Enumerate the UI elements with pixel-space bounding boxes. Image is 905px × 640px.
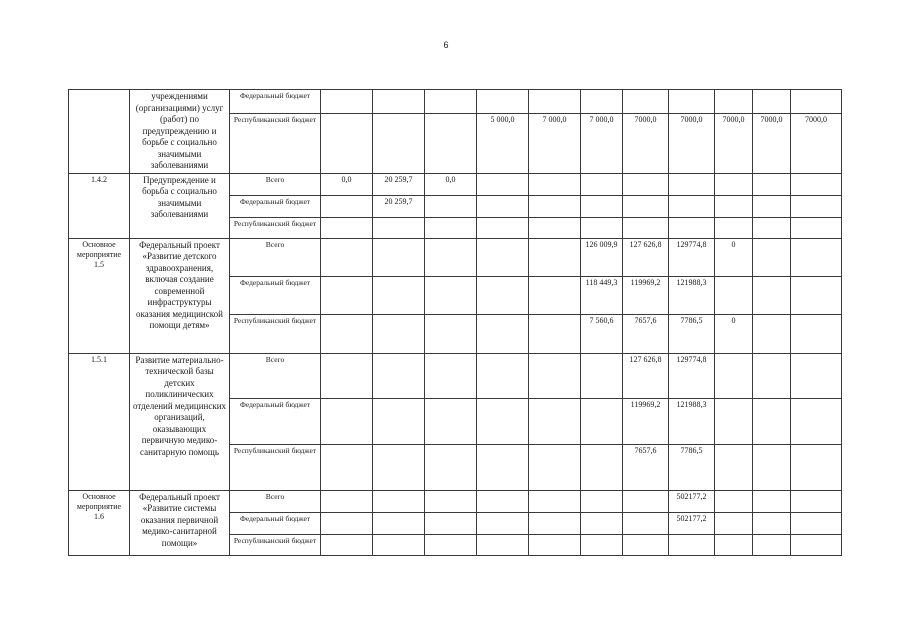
- value-cell: 121988,3: [669, 276, 715, 314]
- value-cell: [715, 90, 753, 114]
- value-cell: [321, 114, 373, 174]
- value-cell: [321, 90, 373, 114]
- value-cell: [321, 490, 373, 512]
- value-cell: 126 009,9: [581, 238, 623, 276]
- value-cell: 129774,8: [669, 353, 715, 399]
- value-cell: [425, 238, 477, 276]
- value-cell: [321, 276, 373, 314]
- value-cell: [529, 399, 581, 445]
- value-cell: [791, 276, 842, 314]
- value-cell: [715, 173, 753, 195]
- value-cell: [425, 315, 477, 353]
- value-cell: [373, 534, 425, 555]
- value-cell: [373, 114, 425, 174]
- value-cell: [529, 315, 581, 353]
- value-cell: [477, 217, 529, 238]
- value-cell: [321, 534, 373, 555]
- value-cell: [753, 276, 791, 314]
- funding-source-cell: Республиканский бюджет: [230, 217, 321, 238]
- budget-table: [68, 89, 842, 556]
- value-cell: [715, 444, 753, 490]
- value-cell: [581, 217, 623, 238]
- funding-source-cell: Федеральный бюджет: [230, 399, 321, 445]
- value-cell: [753, 90, 791, 114]
- value-cell: [477, 353, 529, 399]
- value-cell: 7000,0: [669, 114, 715, 174]
- value-cell: [753, 173, 791, 195]
- funding-source-cell: Федеральный бюджет: [230, 90, 321, 114]
- value-cell: 7 000,0: [581, 114, 623, 174]
- table-row: [69, 353, 842, 399]
- value-cell: 0,0: [425, 173, 477, 195]
- value-cell: [425, 114, 477, 174]
- value-cell: [477, 276, 529, 314]
- value-cell: [581, 534, 623, 555]
- value-cell: [425, 195, 477, 217]
- value-cell: 118 449,3: [581, 276, 623, 314]
- funding-source-cell: Всего: [230, 353, 321, 399]
- value-cell: [373, 444, 425, 490]
- value-cell: [715, 353, 753, 399]
- funding-source-cell: Федеральный бюджет: [230, 512, 321, 534]
- value-cell: [581, 444, 623, 490]
- value-cell: [321, 512, 373, 534]
- value-cell: 7657,6: [623, 444, 669, 490]
- value-cell: [425, 353, 477, 399]
- table-row: [69, 238, 842, 276]
- value-cell: [425, 444, 477, 490]
- value-cell: [321, 217, 373, 238]
- value-cell: [753, 512, 791, 534]
- value-cell: [321, 195, 373, 217]
- value-cell: 502177,2: [669, 490, 715, 512]
- value-cell: [581, 353, 623, 399]
- value-cell: [373, 238, 425, 276]
- value-cell: [791, 399, 842, 445]
- value-cell: 7000,0: [753, 114, 791, 174]
- value-cell: [791, 444, 842, 490]
- value-cell: 7000,0: [791, 114, 842, 174]
- value-cell: [425, 534, 477, 555]
- value-cell: [529, 217, 581, 238]
- funding-source-cell: Всего: [230, 238, 321, 276]
- value-cell: [529, 444, 581, 490]
- value-cell: 7786,5: [669, 444, 715, 490]
- value-cell: 502177,2: [669, 512, 715, 534]
- value-cell: [753, 217, 791, 238]
- value-cell: [623, 217, 669, 238]
- activity-name-cell: Федеральный проект «Развитие системы оказания первичной медико-санитарной помощи»: [130, 490, 230, 555]
- funding-source-cell: Республиканский бюджет: [230, 114, 321, 174]
- value-cell: 7786,5: [669, 315, 715, 353]
- value-cell: [529, 238, 581, 276]
- page-number: 6: [443, 40, 449, 50]
- value-cell: [715, 490, 753, 512]
- value-cell: 119969,2: [623, 276, 669, 314]
- value-cell: [753, 315, 791, 353]
- activity-name-cell: Федеральный проект «Развитие детского здравоохранения, включая создание современной инфраструктуры оказания медицинской помощи детям»: [130, 238, 230, 353]
- activity-name-cell: Развитие материально-технической базы детских поликлинических отделений медицинских организаций, оказывающих первичную медико-санитарную помощь: [130, 353, 230, 490]
- value-cell: [425, 399, 477, 445]
- value-cell: [373, 353, 425, 399]
- value-cell: [753, 238, 791, 276]
- value-cell: 0: [715, 315, 753, 353]
- value-cell: [581, 490, 623, 512]
- value-cell: 119969,2: [623, 399, 669, 445]
- activity-name-cell: Предупреждение и борьба с социально значимыми заболеваниями: [130, 173, 230, 238]
- value-cell: [791, 238, 842, 276]
- value-cell: [623, 90, 669, 114]
- funding-source-cell: Федеральный бюджет: [230, 195, 321, 217]
- value-cell: [669, 173, 715, 195]
- value-cell: 121988,3: [669, 399, 715, 445]
- value-cell: [529, 90, 581, 114]
- value-cell: [715, 195, 753, 217]
- value-cell: [791, 512, 842, 534]
- value-cell: [753, 195, 791, 217]
- value-cell: [753, 490, 791, 512]
- value-cell: 7 000,0: [529, 114, 581, 174]
- value-cell: 0,0: [321, 173, 373, 195]
- value-cell: 5 000,0: [477, 114, 529, 174]
- value-cell: [623, 534, 669, 555]
- value-cell: [753, 399, 791, 445]
- value-cell: [529, 173, 581, 195]
- value-cell: [321, 238, 373, 276]
- value-cell: 0: [715, 238, 753, 276]
- row-code-cell: Основное мероприятие 1.5: [69, 238, 130, 353]
- value-cell: [581, 90, 623, 114]
- value-cell: [715, 399, 753, 445]
- value-cell: 129774,8: [669, 238, 715, 276]
- value-cell: [669, 195, 715, 217]
- value-cell: [791, 217, 842, 238]
- row-code-cell: 1.4.2: [69, 173, 130, 238]
- value-cell: [753, 444, 791, 490]
- table-row: [69, 490, 842, 512]
- value-cell: [477, 173, 529, 195]
- value-cell: [715, 217, 753, 238]
- table-row: [69, 173, 842, 195]
- value-cell: [477, 90, 529, 114]
- funding-source-cell: Республиканский бюджет: [230, 534, 321, 555]
- value-cell: [529, 195, 581, 217]
- value-cell: 7000,0: [623, 114, 669, 174]
- value-cell: [529, 512, 581, 534]
- value-cell: [581, 399, 623, 445]
- value-cell: [477, 315, 529, 353]
- value-cell: [581, 195, 623, 217]
- value-cell: [581, 173, 623, 195]
- value-cell: [715, 512, 753, 534]
- value-cell: [477, 490, 529, 512]
- value-cell: [529, 534, 581, 555]
- value-cell: [791, 534, 842, 555]
- value-cell: [581, 512, 623, 534]
- value-cell: [791, 195, 842, 217]
- value-cell: [529, 276, 581, 314]
- value-cell: [477, 534, 529, 555]
- funding-source-cell: Всего: [230, 173, 321, 195]
- value-cell: 7000,0: [715, 114, 753, 174]
- row-code-cell: 1.5.1: [69, 353, 130, 490]
- value-cell: 20 259,7: [373, 173, 425, 195]
- value-cell: [715, 276, 753, 314]
- value-cell: [623, 173, 669, 195]
- value-cell: [669, 217, 715, 238]
- funding-source-cell: Республиканский бюджет: [230, 315, 321, 353]
- value-cell: [791, 315, 842, 353]
- value-cell: 127 626,8: [623, 238, 669, 276]
- funding-source-cell: Республиканский бюджет: [230, 444, 321, 490]
- value-cell: [321, 315, 373, 353]
- value-cell: [529, 490, 581, 512]
- value-cell: [373, 217, 425, 238]
- value-cell: [623, 490, 669, 512]
- value-cell: [373, 490, 425, 512]
- value-cell: [373, 512, 425, 534]
- value-cell: [791, 173, 842, 195]
- value-cell: [425, 90, 477, 114]
- value-cell: [321, 353, 373, 399]
- value-cell: 7 560,6: [581, 315, 623, 353]
- value-cell: [477, 238, 529, 276]
- value-cell: [425, 490, 477, 512]
- value-cell: [373, 315, 425, 353]
- value-cell: [477, 399, 529, 445]
- value-cell: [753, 353, 791, 399]
- value-cell: 127 626,8: [623, 353, 669, 399]
- value-cell: 20 259,7: [373, 195, 425, 217]
- value-cell: [373, 399, 425, 445]
- value-cell: [623, 195, 669, 217]
- value-cell: [373, 276, 425, 314]
- funding-source-cell: Федеральный бюджет: [230, 276, 321, 314]
- value-cell: [791, 90, 842, 114]
- value-cell: [477, 512, 529, 534]
- value-cell: 7657,6: [623, 315, 669, 353]
- value-cell: [715, 534, 753, 555]
- value-cell: [529, 353, 581, 399]
- value-cell: [791, 353, 842, 399]
- funding-source-cell: Всего: [230, 490, 321, 512]
- value-cell: [477, 444, 529, 490]
- value-cell: [477, 195, 529, 217]
- table-row: [69, 90, 842, 114]
- value-cell: [669, 90, 715, 114]
- value-cell: [425, 276, 477, 314]
- value-cell: [623, 512, 669, 534]
- row-code-cell: Основное мероприятие 1.6: [69, 490, 130, 555]
- value-cell: [321, 399, 373, 445]
- value-cell: [791, 490, 842, 512]
- value-cell: [373, 90, 425, 114]
- value-cell: [753, 534, 791, 555]
- value-cell: [669, 534, 715, 555]
- row-code-cell: [69, 90, 130, 174]
- value-cell: [425, 512, 477, 534]
- value-cell: [321, 444, 373, 490]
- activity-name-cell: учреждениями (организациями) услуг (работ) по предупреждению и борьбе с социально значимыми заболеваниями: [130, 90, 230, 174]
- value-cell: [425, 217, 477, 238]
